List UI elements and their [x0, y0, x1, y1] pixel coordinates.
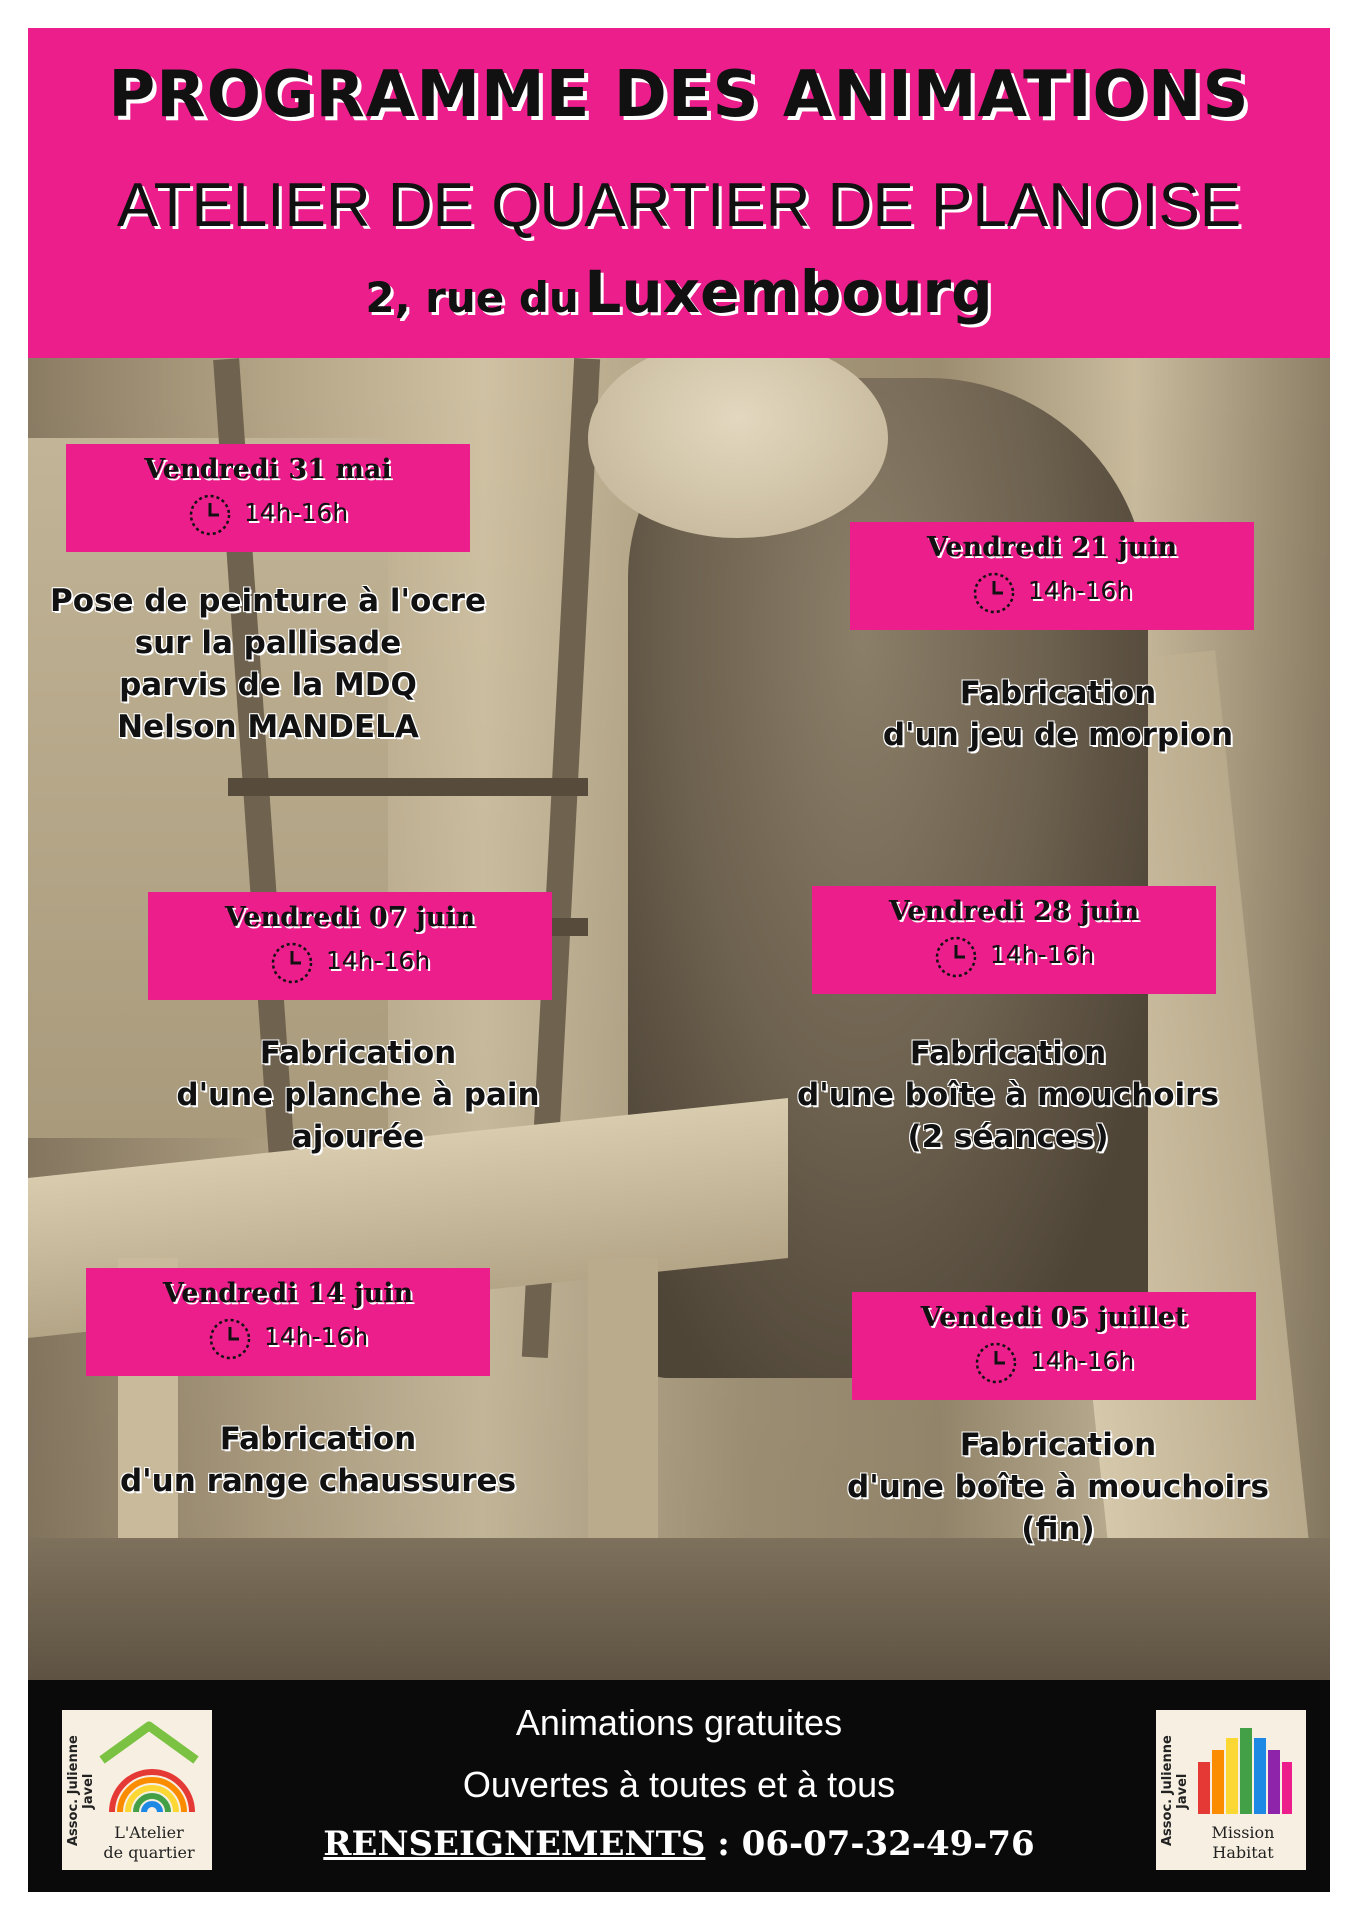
clock-icon	[270, 941, 314, 985]
address-street: Luxembourg	[584, 258, 993, 326]
footer	[28, 1680, 1330, 1892]
clock-icon	[974, 1341, 1018, 1385]
clock-icon	[972, 571, 1016, 615]
contact-label: RENSEIGNEMENTS	[323, 1824, 706, 1864]
event-date: Vendedi 05 juillet	[920, 1302, 1188, 1333]
logo-name-line1: L'Atelier	[114, 1823, 184, 1842]
event-time: 14h-16h	[1029, 1345, 1135, 1375]
event-date: Vendredi 21 juin	[926, 532, 1178, 563]
event-box	[812, 886, 1216, 994]
logo-name-line2: de quartier	[103, 1843, 195, 1862]
event-time: 14h-16h	[1027, 575, 1133, 605]
footer-free-text: Animations gratuites	[515, 1702, 843, 1743]
event-description: Fabrication d'un jeu de morpion	[882, 675, 1234, 753]
colorful-house-icon	[1190, 1722, 1294, 1818]
clock-icon	[208, 1317, 252, 1361]
event-box	[66, 444, 470, 552]
footer-contact	[28, 1824, 1330, 1864]
clock-icon	[934, 935, 978, 979]
event-description: Pose de peinture à l'ocre sur la pallisade parvis de la MDQ Nelson MANDELA	[49, 583, 486, 745]
event-box	[852, 1292, 1256, 1400]
footer-open-text: Ouvertes à toutes et à tous	[462, 1764, 896, 1805]
logo-name-line2: Habitat	[1212, 1843, 1274, 1862]
event-time: 14h-16h	[989, 939, 1095, 969]
address-prefix: 2, rue du	[365, 273, 579, 322]
event-date: Vendredi 31 mai	[144, 454, 392, 485]
event-box	[148, 892, 552, 1000]
mission-habitat-logo	[1156, 1710, 1306, 1870]
event-date: Vendredi 28 juin	[888, 896, 1140, 927]
event-box	[86, 1268, 490, 1376]
logo-name-line1: Mission	[1211, 1823, 1275, 1842]
event-description: Fabrication d'une boîte à mouchoirs (2 séances)	[797, 1035, 1219, 1155]
event-time: 14h-16h	[325, 945, 431, 975]
event-description: Fabrication d'une boîte à mouchoirs (fin)	[847, 1427, 1269, 1547]
event-date: Vendredi 14 juin	[162, 1278, 414, 1309]
poster-subtitle: ATELIER DE QUARTIER DE PLANOISE	[116, 171, 1242, 240]
workshop-photo	[28, 358, 1330, 1680]
logo-assoc-label: Assoc. Julienne Javel	[1160, 1735, 1190, 1847]
poster-title: PROGRAMME DES ANIMATIONS	[108, 58, 1250, 132]
contact-phone: 06-07-32-49-76	[741, 1824, 1035, 1864]
event-description: Fabrication d'une planche à pain ajourée	[176, 1035, 540, 1155]
address	[28, 258, 1330, 326]
photo-ladder-rung	[228, 778, 588, 796]
header-banner	[28, 28, 1330, 358]
event-description: Fabrication d'un range chaussures	[119, 1421, 517, 1499]
contact-separator: :	[705, 1824, 742, 1864]
event-box	[850, 522, 1254, 630]
event-date: Vendredi 07 juin	[224, 902, 476, 933]
event-time: 14h-16h	[263, 1321, 369, 1351]
event-time: 14h-16h	[243, 497, 349, 527]
logo-assoc-label: Assoc. Julienne Javel	[66, 1735, 96, 1847]
clock-icon	[188, 493, 232, 537]
photo-floor	[28, 1538, 1330, 1680]
poster	[28, 28, 1330, 1892]
